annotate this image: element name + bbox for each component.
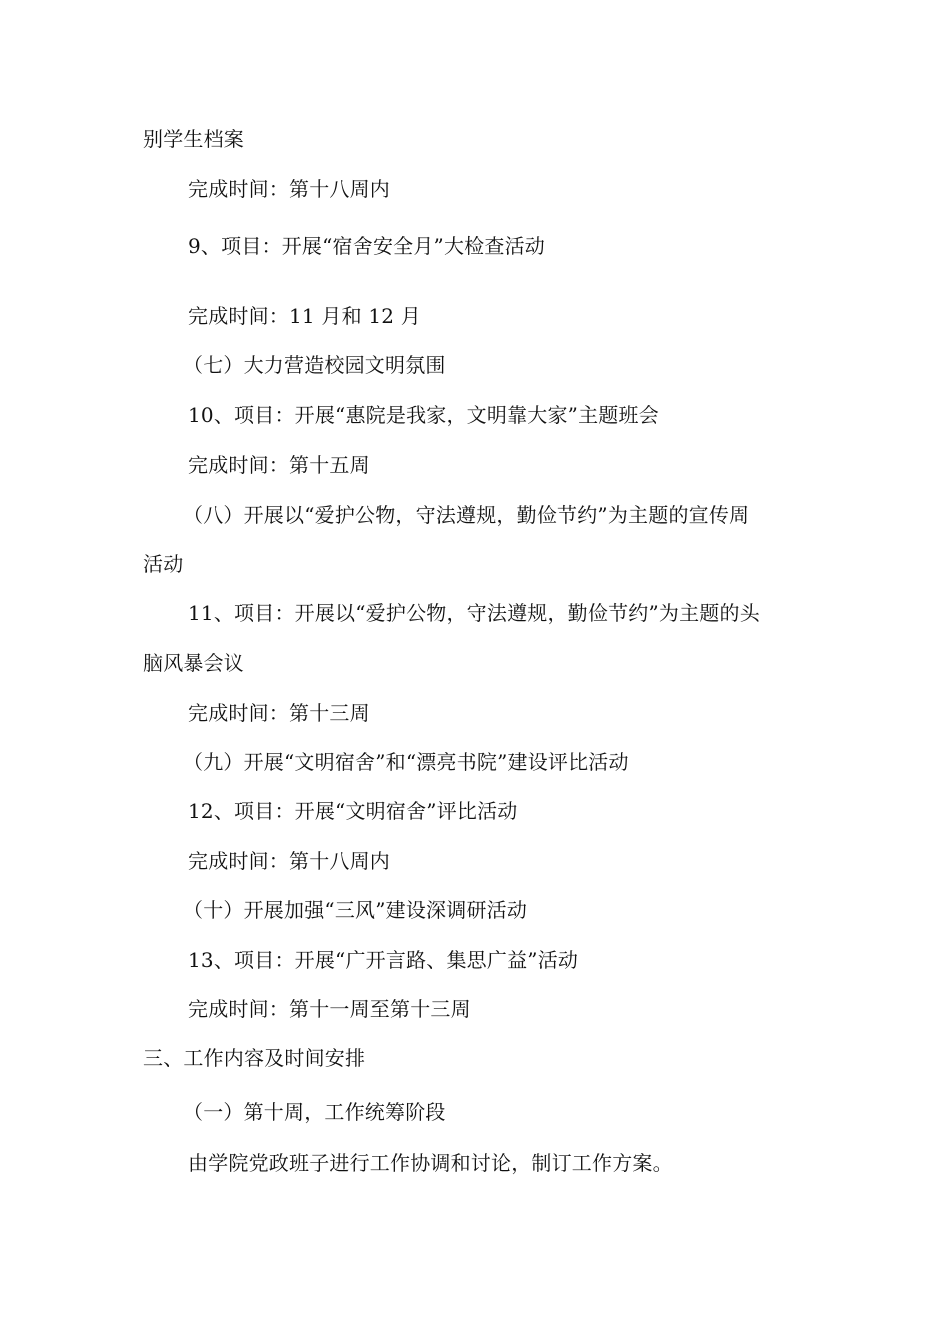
project-10-line: 10、项目：开展“惠院是我家，文明靠大家”主题班会	[188, 403, 659, 427]
completion-time-line: 完成时间：11 月和 12 月	[188, 304, 421, 328]
project-11-line: 11、项目：开展以“爱护公物，守法遵规，勤俭节约”为主题的头	[188, 601, 760, 625]
completion-time-line: 完成时间：第十五周	[188, 453, 370, 477]
project-9-line: 9、项目：开展“宿舍安全月”大检查活动	[188, 234, 545, 258]
section-10-heading: （十）开展加强“三风”建设深调研活动	[183, 898, 528, 922]
project-13-line: 13、项目：开展“广开言路、集思广益”活动	[188, 948, 579, 972]
continuation-line-student-archive: 别学生档案	[143, 127, 244, 151]
completion-time-line: 完成时间：第十八周内	[188, 849, 390, 873]
section-7-heading: （七）大力营造校园文明氛围	[183, 353, 446, 377]
stage-1-heading: （一）第十周，工作统筹阶段	[183, 1100, 446, 1124]
chapter-3-heading: 三、工作内容及时间安排	[143, 1046, 366, 1070]
section-8-heading-continuation: 活动	[143, 552, 184, 576]
project-12-line: 12、项目：开展“文明宿舍”评比活动	[188, 799, 518, 823]
completion-time-line: 完成时间：第十八周内	[188, 177, 390, 201]
stage-1-body-text: 由学院党政班子进行工作协调和讨论，制订工作方案。	[188, 1151, 673, 1175]
section-8-heading: （八）开展以“爱护公物，守法遵规，勤俭节约”为主题的宣传周	[183, 503, 750, 527]
completion-time-line: 完成时间：第十一周至第十三周	[188, 997, 471, 1021]
section-9-heading: （九）开展“文明宿舍”和“漂亮书院”建设评比活动	[183, 750, 629, 774]
completion-time-line: 完成时间：第十三周	[188, 701, 370, 725]
project-11-line-continuation: 脑风暴会议	[143, 651, 244, 675]
